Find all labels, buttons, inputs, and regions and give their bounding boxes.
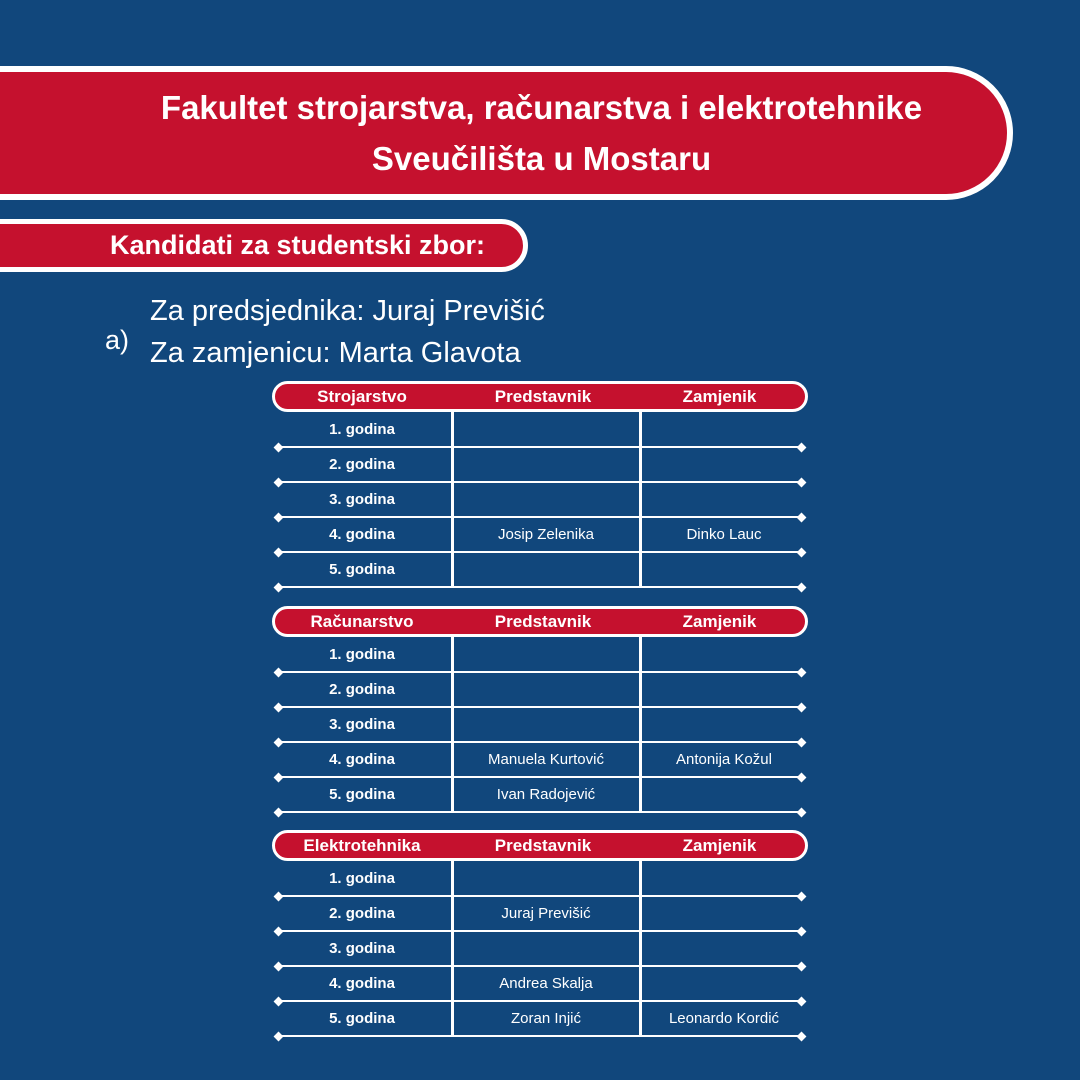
year-label: 3. godina [329, 716, 395, 733]
column-header-zamjenik: Zamjenik [682, 835, 757, 855]
row-separator [278, 1035, 802, 1037]
table-racunarstvo-header [272, 606, 808, 637]
candidates-lines [150, 290, 545, 374]
section-badge-label: Kandidati za studentski zbor: [110, 230, 486, 260]
table-row [272, 412, 808, 447]
predstavnik-cell: Manuela Kurtović [488, 751, 604, 768]
column-header-department: Strojarstvo [317, 386, 407, 406]
deputy-line: Za zamjenicu: Marta Glavota [150, 337, 521, 369]
year-label: 5. godina [329, 1010, 395, 1027]
predstavnik-cell: Zoran Injić [510, 1010, 582, 1027]
predstavnik-cell: Josip Zelenika [498, 526, 594, 543]
column-divider [451, 412, 454, 587]
table-row [272, 777, 808, 812]
column-divider [639, 412, 642, 587]
column-divider [451, 637, 454, 812]
table-elektrotehnika-header [272, 830, 808, 861]
year-label: 4. godina [329, 526, 395, 543]
year-label: 5. godina [329, 786, 395, 803]
table-row [272, 672, 808, 707]
table-row [272, 637, 808, 672]
candidates-item-a [105, 290, 545, 374]
column-divider [639, 637, 642, 812]
zamjenik-cell: Antonija Kožul [676, 751, 772, 768]
table-strojarstvo-body [272, 412, 808, 587]
table-row [272, 931, 808, 966]
faculty-title-banner [0, 66, 1013, 200]
year-label: 2. godina [329, 456, 395, 473]
column-header-zamjenik: Zamjenik [682, 611, 757, 631]
row-separator [278, 811, 802, 813]
table-strojarstvo-header [272, 381, 808, 412]
table-racunarstvo [272, 606, 808, 812]
table-row [272, 482, 808, 517]
zamjenik-cell: Dinko Lauc [686, 526, 762, 543]
column-header-predstavnik: Predstavnik [494, 611, 592, 631]
year-label: 2. godina [329, 681, 395, 698]
table-row [272, 966, 808, 1001]
year-label: 5. godina [329, 561, 395, 578]
column-header-department: Elektrotehnika [303, 835, 421, 855]
year-label: 3. godina [329, 491, 395, 508]
table-row [272, 861, 808, 896]
table-elektrotehnika-body [272, 861, 808, 1036]
row-separator [278, 586, 802, 588]
year-label: 1. godina [329, 646, 395, 663]
predstavnik-cell: Andrea Skalja [499, 975, 593, 992]
table-row [272, 447, 808, 482]
year-label: 1. godina [329, 421, 395, 438]
table-elektrotehnika [272, 830, 808, 1036]
column-header-predstavnik: Predstavnik [494, 386, 592, 406]
president-line: Za predsjednika: Juraj Previšić [150, 295, 545, 327]
column-divider [639, 861, 642, 1036]
column-header-department: Računarstvo [310, 611, 414, 631]
table-row [272, 896, 808, 931]
predstavnik-cell: Ivan Radojević [496, 786, 596, 803]
table-row [272, 742, 808, 777]
column-divider [451, 861, 454, 1036]
zamjenik-cell: Leonardo Kordić [668, 1010, 780, 1027]
table-row [272, 552, 808, 587]
column-header-predstavnik: Predstavnik [494, 835, 592, 855]
faculty-title-line1: Fakultet strojarstva, računarstva i elektrotehnike [160, 89, 923, 126]
year-label: 4. godina [329, 975, 395, 992]
list-letter: a) [105, 324, 130, 355]
table-racunarstvo-body [272, 637, 808, 812]
year-label: 1. godina [329, 870, 395, 887]
faculty-title-line2: Sveučilišta u Mostaru [371, 140, 712, 177]
year-label: 4. godina [329, 751, 395, 768]
year-label: 2. godina [329, 905, 395, 922]
table-row [272, 707, 808, 742]
column-header-zamjenik: Zamjenik [682, 386, 757, 406]
table-strojarstvo [272, 381, 808, 587]
year-label: 3. godina [329, 940, 395, 957]
table-row [272, 517, 808, 552]
predstavnik-cell: Juraj Previšić [501, 905, 591, 922]
table-row [272, 1001, 808, 1036]
section-badge [0, 219, 528, 272]
